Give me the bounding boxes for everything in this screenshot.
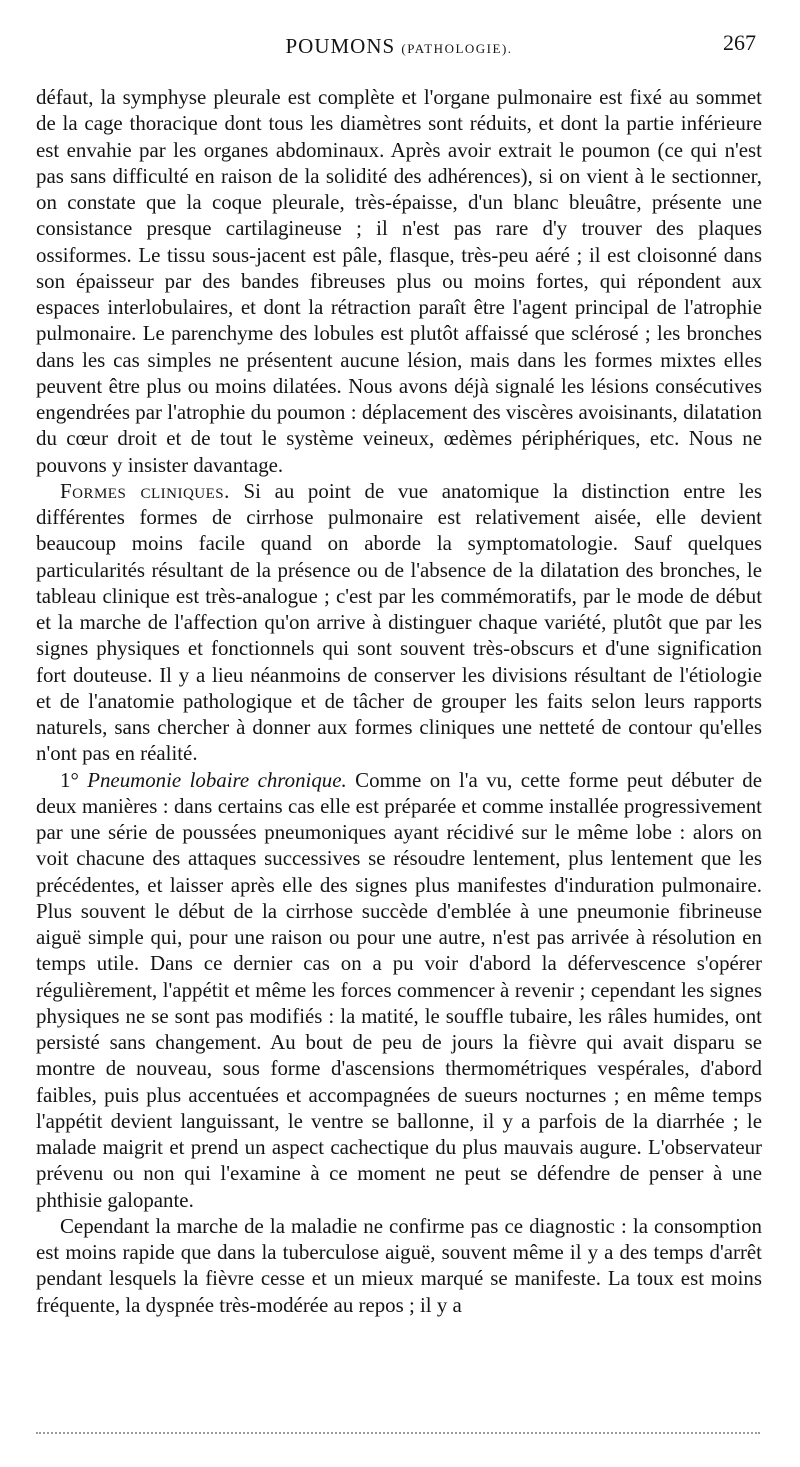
running-head — [36, 34, 762, 59]
section-heading: Formes cliniques. — [60, 478, 230, 503]
running-head-title: POUMONS — [285, 34, 396, 58]
paragraph — [36, 767, 762, 1213]
page-number: 267 — [723, 30, 756, 55]
running-head-subtitle: (PATHOLOGIE). — [401, 41, 513, 56]
section-number: 1° — [60, 767, 79, 792]
paragraph-text: Comme on l'a vu, cette forme peut débuter de deux manières : dans certains cas elle est préparée et comme installée progressivement par une série de poussées pneumoniques ayant récidivé sur le même lobe : alors on voit chacune des attaques successives se résoudre lentement, plus lentement que les précédentes, et laisser après elle des signes plus manifestes d'induration pulmonaire. Plus souvent le début de la cirrhose succède d'emblée à une pneumonie fibrineuse aiguë simple qui, pour une raison ou pour une autre, n'est pas arrivée à résolution en temps utile. Dans ce dernier cas on a pu voir d'abord la défervescence s'opérer régulièrement, l'appétit et même les forces commencer à revenir ; cependant les signes physiques ne se sont pas modifiés : la matité, le souffle tubaire, les râles humides, ont persisté sans changement. Au bout de peu de jours la fièvre qui avait disparu se montre de nouveau, sous forme d'ascensions thermométriques vespérales, d'abord faibles, puis plus accentuées et accompagnées de sueurs nocturnes ; en même temps l'appétit devient languissant, le ventre se ballonne, il y a parfois de la diarrhée ; le malade maigrit et prend un aspect cachectique du plus mauvais augure. L'observateur prévenu ou non qui l'examine à ce moment ne peut se défendre de penser à une phthisie galopante. — [36, 767, 762, 1212]
paragraph-text: défaut, la symphyse pleurale est complète et l'organe pulmonaire est fixé au sommet de la cage thoracique dont tous les diamètres sont réduits, et dont la partie inférieure est envahie par les organes abdominaux. Après avoir extrait le poumon (ce qui n'est pas sans difficulté en raison de la solidité des adhérences), si on vient à le sectionner, on constate que la coque pleurale, très-épaisse, d'un blanc bleuâtre, présente une consistance presque cartilagineuse ; il n'est pas rare d'y trouver des plaques ossiformes. Le tissu sous-jacent est pâle, flasque, très-peu aéré ; il est cloisonné dans son épaisseur par des bandes fibreuses plus ou moins fortes, qui répondent aux espaces interlobulaires, et dont la rétraction paraît être l'agent principal de l'atrophie pulmonaire. Le parenchyme des lobules est plutôt affaissé que sclérosé ; les bronches dans les cas simples ne présentent aucune lésion, mais dans les formes mixtes elles peuvent être plus ou moins dilatées. Nous avons déjà signalé les lésions consécutives engendrées par l'atrophie du poumon : déplacement des viscères avoisinants, dilatation du cœur droit et de tout le système veineux, œdèmes périphériques, etc. Nous ne pouvons y insister davantage. — [36, 85, 762, 477]
footer-rule — [36, 1432, 760, 1434]
section-heading: Pneumonie lobaire chronique. — [87, 767, 347, 792]
page-header — [36, 30, 762, 62]
paragraph — [36, 84, 762, 478]
page-body — [36, 84, 762, 1318]
paragraph-text: Cependant la marche de la maladie ne confirme pas ce diagnostic : la consomption est moins rapide que dans la tuberculose aiguë, souvent même il y a des temps d'arrêt pendant lesquels la fièvre cesse et un mieux marqué se manifeste. La toux est moins fréquente, la dyspnée très-modérée au repos ; il y a — [36, 1213, 762, 1317]
paragraph — [36, 1213, 762, 1318]
paragraph-text: Si au point de vue anatomique la distinction entre les différentes formes de cirrhose pulmonaire est relativement aisée, elle devient beaucoup moins facile quand on aborde la symptomatologie. Sauf quelques particularités résultant de la présence ou de l'absence de la dilatation des bronches, le tableau clinique est très-analogue ; c'est par les commémoratifs, par le mode de début et la marche de l'affection qu'on arrive à distinguer chaque variété, plutôt que par les signes physiques et fonctionnels qui sont souvent très-obscurs et d'une signification fort douteuse. Il y a lieu néanmoins de conserver les divisions résultant de l'étiologie et de l'anatomie pathologique et de tâcher de grouper les faits selon leurs rapports naturels, sans chercher à donner aux formes cliniques une netteté de contour qu'elles n'ont pas en réalité. — [36, 478, 763, 766]
paragraph — [36, 478, 762, 767]
